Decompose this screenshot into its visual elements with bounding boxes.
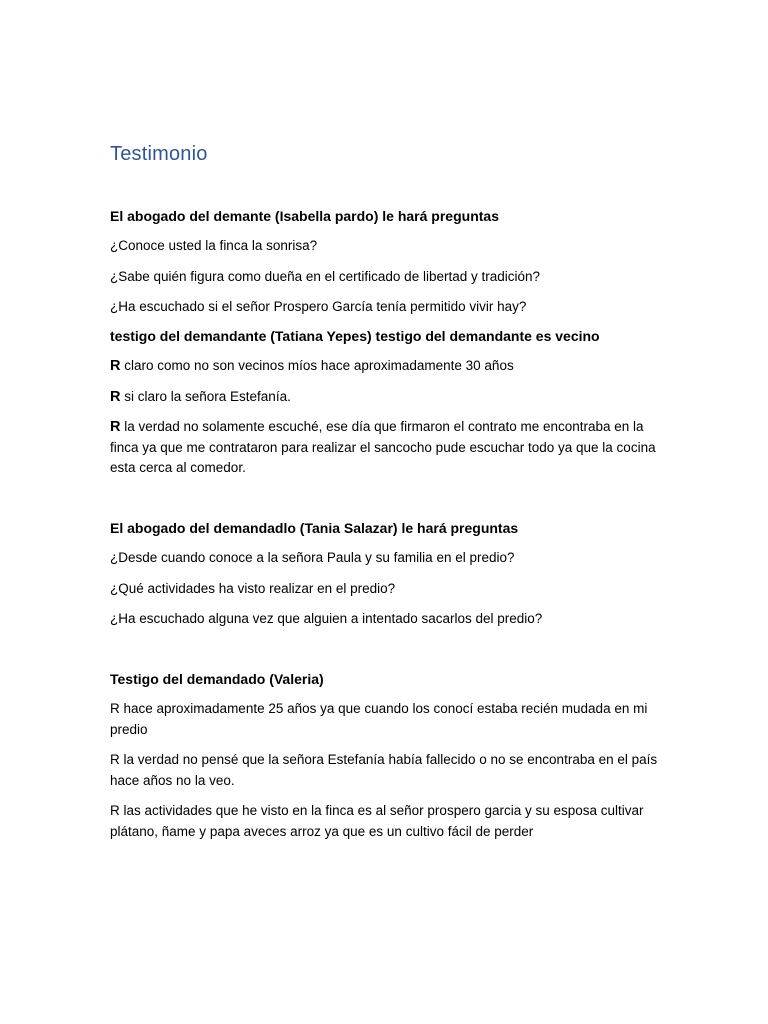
question-text: ¿Ha escuchado si el señor Prospero García tenía permitido vivir hay?	[110, 299, 527, 314]
section-heading: El abogado del demante (Isabella pardo) le hará preguntas	[110, 208, 499, 224]
answer-text	[110, 417, 660, 479]
answer-body: claro como no son vecinos míos hace aproximadamente 30 años	[120, 358, 514, 373]
answer-marker: R	[110, 388, 121, 405]
section-defendant-lawyer-questions	[110, 518, 660, 630]
answer-text: R la verdad no pensé que la señora Estefanía había fallecido o no se encontraba en el país hace años no la veo.	[110, 752, 658, 788]
question-text: ¿Desde cuando conoce a la señora Paula y su familia en el predio?	[110, 550, 515, 565]
answer-marker: R	[110, 419, 121, 435]
section-heading: El abogado del demandadlo (Tania Salazar) le hará preguntas	[110, 520, 519, 536]
section-defendant-witness-answers	[110, 669, 660, 842]
answer-text: R hace aproximadamente 25 años ya que cuando los conocí estaba recién mudada en mi predio	[110, 701, 648, 737]
answer-body: la verdad no solamente escuché, ese día que firmaron el contrato me encontraba en la finca ya que me contrataron para realizar el sancocho pude escuchar todo ya que la cocina esta cerca al comedor.	[110, 419, 656, 475]
question-text: ¿Ha escuchado alguna vez que alguien a intentado sacarlos del predio?	[110, 611, 543, 626]
question-text: ¿Conoce usted la finca la sonrisa?	[110, 238, 318, 253]
answer-marker: R	[110, 358, 121, 374]
answer-text	[110, 387, 660, 408]
answer-text	[110, 356, 660, 377]
section-plaintiff-lawyer-questions	[110, 206, 660, 318]
answer-text: R las actividades que he visto en la finca es al señor prospero garcia y su esposa cultivar plátano, ñame y papa aveces arroz ya que es un cultivo fácil de perder	[110, 803, 644, 839]
question-text: ¿Qué actividades ha visto realizar en el predio?	[110, 580, 396, 596]
question-text: ¿Sabe quién figura como dueña en el certificado de libertad y tradición?	[110, 268, 541, 284]
answer-body: si claro la señora Estefanía.	[120, 388, 291, 404]
section-heading: Testigo del demandado (Valeria)	[110, 671, 324, 687]
document-title: Testimonio	[110, 143, 208, 165]
section-plaintiff-witness-answers	[110, 326, 660, 479]
section-heading: testigo del demandante (Tatiana Yepes) testigo del demandante es vecino	[110, 328, 600, 344]
